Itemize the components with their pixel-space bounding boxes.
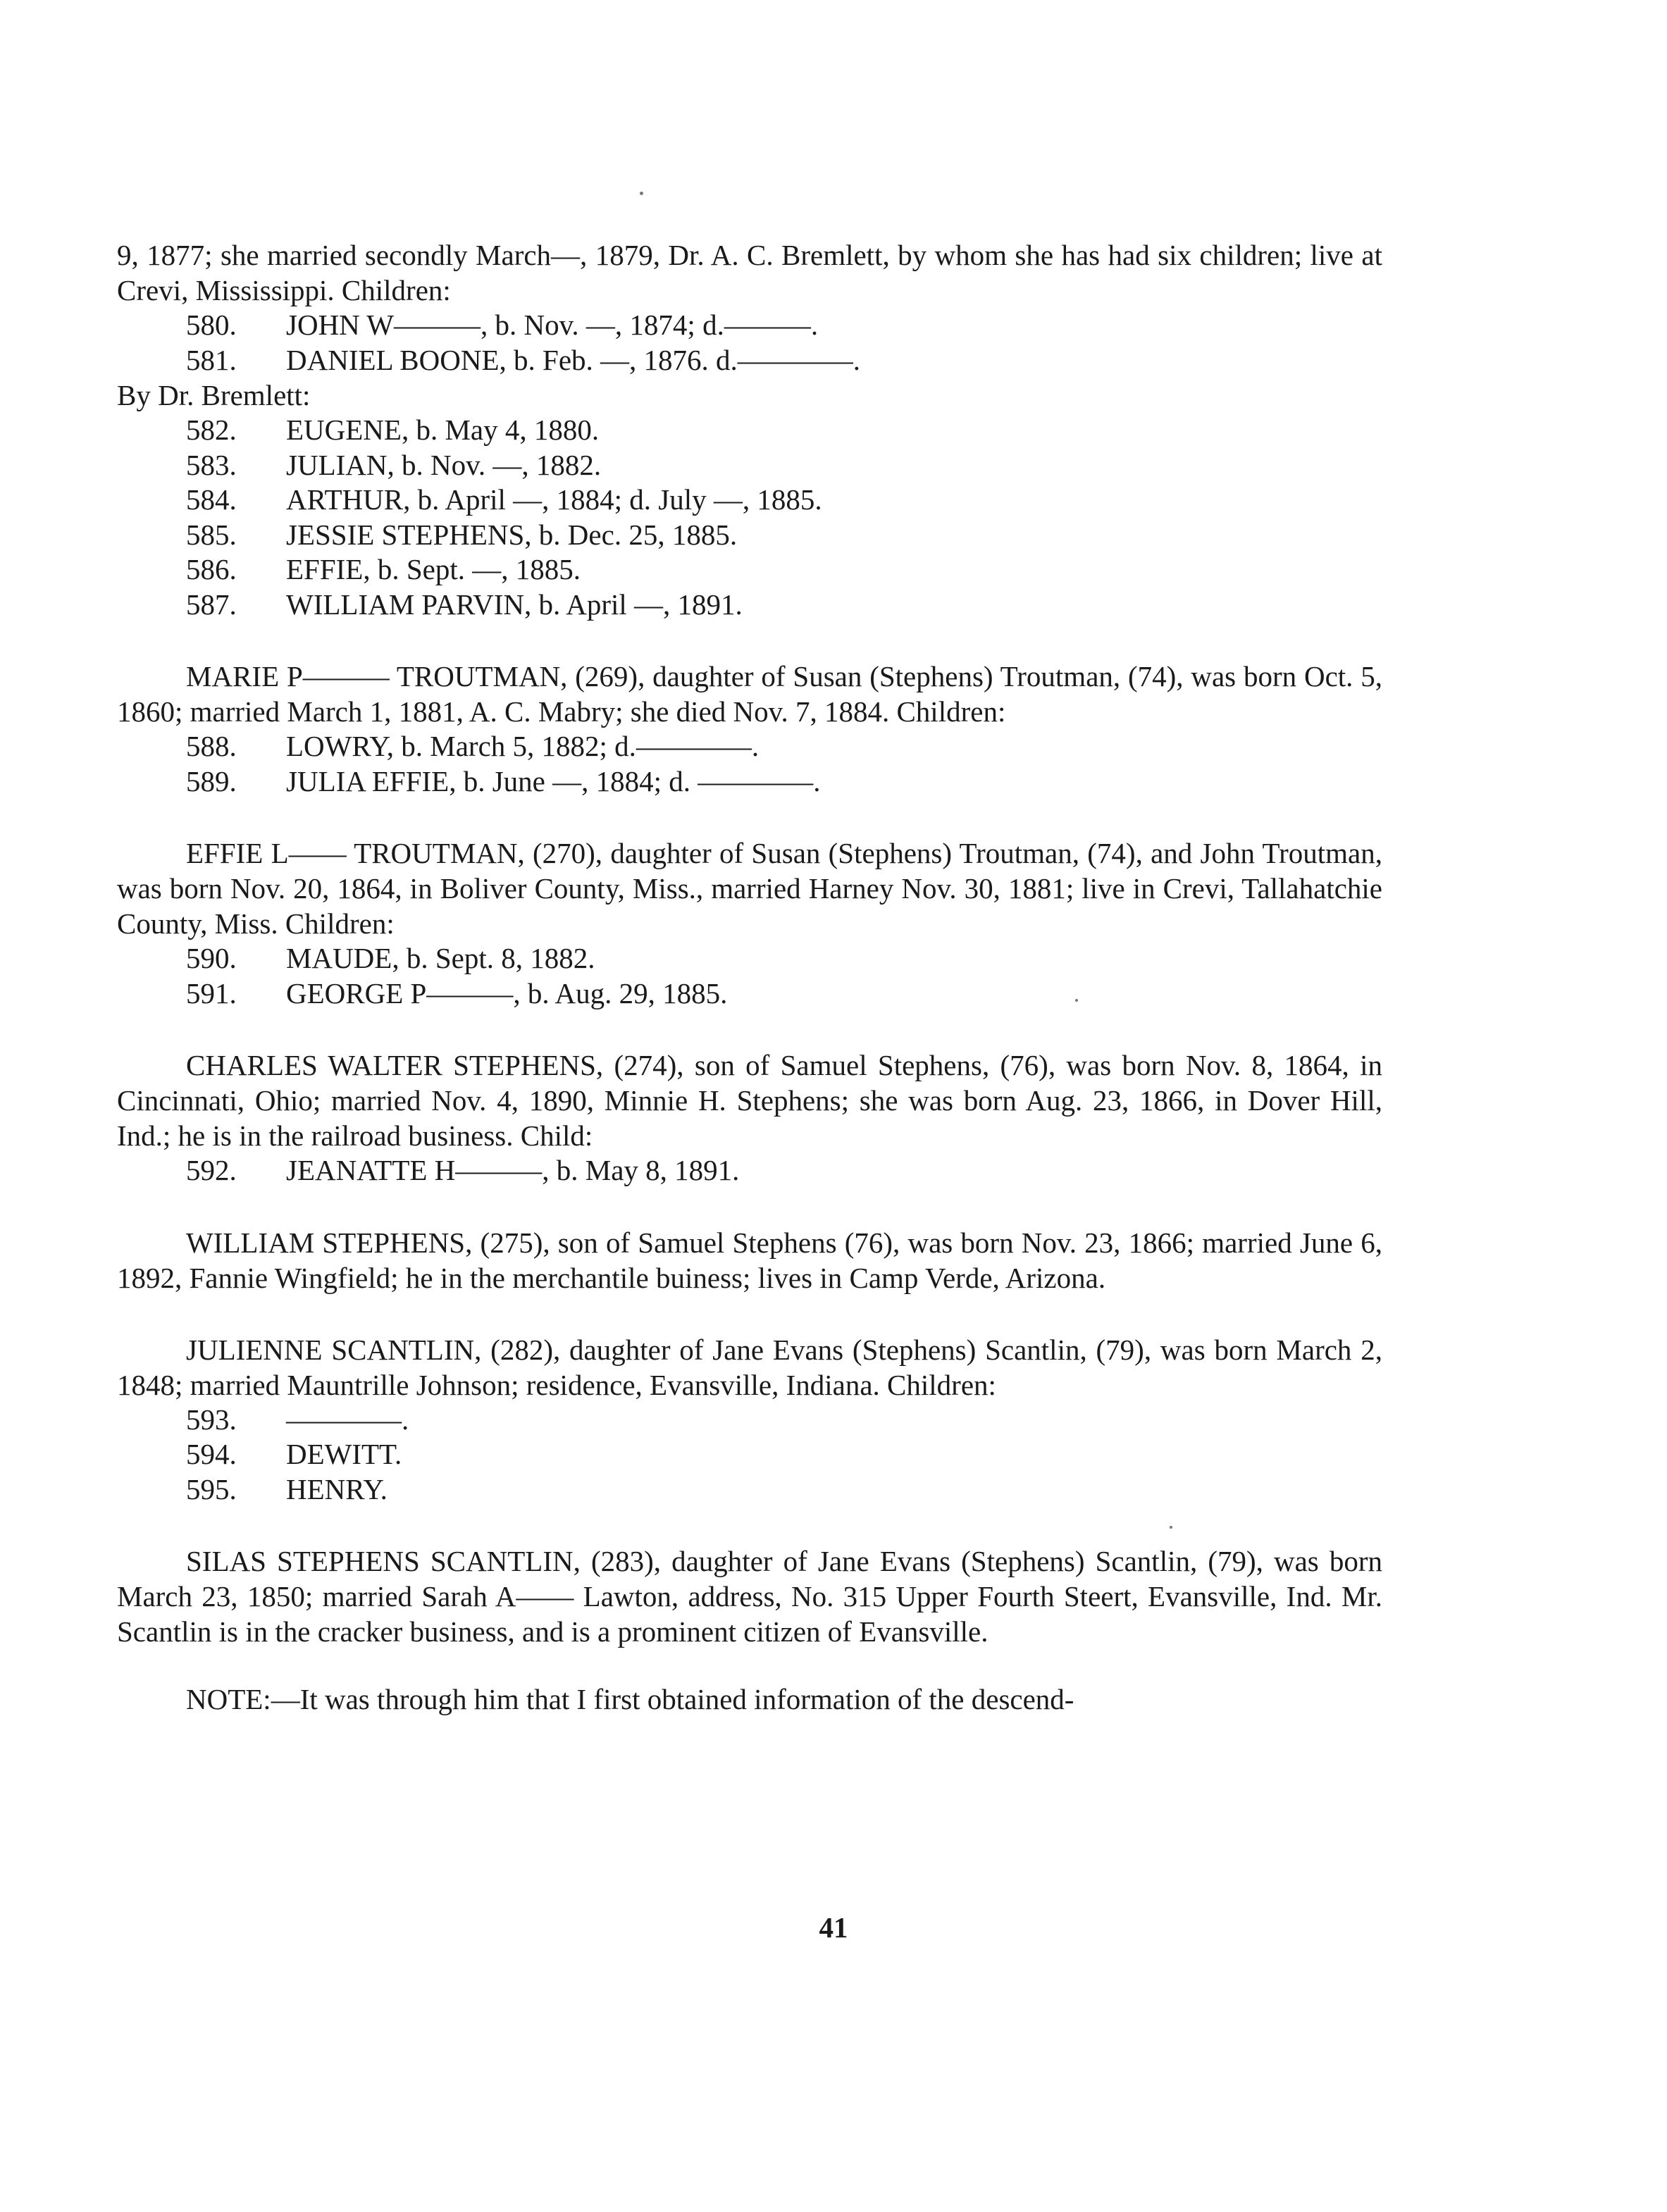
- entry-paragraph: CHARLES WALTER STEPHENS, (274), son of Samuel Stephens, (76), was born Nov. 8, 1864, in Cincinnati, Ohio; married Nov. 4, 1890, Minnie H. Stephens; she was born Aug. 23, 1866, in Dover Hill, Ind.; he is in the railroad business. Child:: [117, 1049, 1382, 1152]
- child-number: 582.: [186, 414, 237, 446]
- page-body: [117, 237, 1382, 1717]
- child-number: 587.: [186, 588, 237, 621]
- child-entry: [117, 448, 1382, 483]
- child-number: 588.: [186, 730, 237, 762]
- subheading: By Dr. Bremlett:: [117, 379, 311, 411]
- child-number: 589.: [186, 764, 237, 797]
- child-number: 585.: [186, 518, 237, 551]
- child-number: 594.: [186, 1438, 237, 1470]
- child-entry: [117, 552, 1382, 588]
- entry-paragraph: WILLIAM STEPHENS, (275), son of Samuel Stephens (76), was born Nov. 23, 1866; married June 6, 1892, Fannie Wingfield; he in the merchantile buiness; lives in Camp Verde, Arizona.: [117, 1226, 1382, 1294]
- child-entry: [117, 729, 1382, 764]
- child-number: 590.: [186, 942, 237, 974]
- child-number: 580.: [186, 309, 237, 341]
- child-entry: [117, 1472, 1382, 1508]
- page-number: 41: [819, 1911, 848, 1944]
- child-entry: [117, 518, 1382, 553]
- child-text: HENRY.: [286, 1472, 388, 1505]
- child-number: 584.: [186, 483, 237, 516]
- children-list: [117, 308, 1382, 378]
- child-text: EFFIE, b. Sept. —, 1885.: [286, 553, 581, 585]
- child-text: ARTHUR, b. April —, 1884; d. July —, 1885.: [286, 483, 822, 516]
- child-text: LOWRY, b. March 5, 1882; d.————.: [286, 730, 760, 762]
- child-text: MAUDE, b. Sept. 8, 1882.: [286, 942, 595, 974]
- child-entry: [117, 764, 1382, 800]
- children-list: [117, 413, 1382, 622]
- note-paragraph: NOTE:—It was through him that I first obtained information of the descend-: [186, 1683, 1074, 1715]
- scan-speck: [1170, 1526, 1172, 1529]
- entry-paragraph: EFFIE L—— TROUTMAN, (270), daughter of Susan (Stephens) Troutman, (74), and John Troutman, was born Nov. 20, 1864, in Boliver County, Miss., married Harney Nov. 30, 1881; live in Crevi, Tallahatchie County, Miss. Children:: [117, 837, 1382, 940]
- entry-paragraph: SILAS STEPHENS SCANTLIN, (283), daughter of Jane Evans (Stephens) Scantlin, (79), was born March 23, 1850; married Sarah A—— Lawton, address, No. 315 Upper Fourth Steert, Evansville, Ind. Mr. Scantlin is in the cracker business, and is a prominent citizen of Evansville.: [117, 1545, 1382, 1648]
- child-number: 583.: [186, 448, 237, 481]
- child-number: 593.: [186, 1403, 237, 1436]
- child-number: 592.: [186, 1154, 237, 1186]
- child-text: ————.: [286, 1403, 409, 1436]
- child-number: 591.: [186, 976, 237, 1009]
- child-text: DEWITT.: [286, 1438, 402, 1470]
- children-list: [117, 729, 1382, 799]
- scan-speck: [640, 192, 643, 195]
- children-list: [117, 1403, 1382, 1508]
- children-list: [117, 941, 1382, 1011]
- child-text: JESSIE STEPHENS, b. Dec. 25, 1885.: [286, 518, 738, 551]
- child-number: 581.: [186, 343, 237, 376]
- child-text: GEORGE P———, b. Aug. 29, 1885.: [286, 976, 728, 1009]
- child-entry: [117, 941, 1382, 976]
- child-entry: [117, 976, 1382, 1012]
- child-text: DANIEL BOONE, b. Feb. —, 1876. d.————.: [286, 343, 861, 376]
- child-text: JOHN W———, b. Nov. —, 1874; d.———.: [286, 309, 819, 341]
- children-list: [117, 1153, 1382, 1188]
- child-entry: [117, 588, 1382, 623]
- child-text: WILLIAM PARVIN, b. April —, 1891.: [286, 588, 743, 621]
- scan-speck: [1075, 999, 1078, 1002]
- child-text: JEANATTE H———, b. May 8, 1891.: [286, 1154, 740, 1186]
- child-text: JULIA EFFIE, b. June —, 1884; d. ————.: [286, 764, 821, 797]
- child-text: JULIAN, b. Nov. —, 1882.: [286, 448, 602, 481]
- child-entry: [117, 308, 1382, 343]
- child-entry: [117, 1403, 1382, 1438]
- child-number: 586.: [186, 553, 237, 585]
- child-entry: [117, 343, 1382, 378]
- child-number: 595.: [186, 1472, 237, 1505]
- child-entry: [117, 1437, 1382, 1472]
- child-entry: [117, 1153, 1382, 1188]
- child-text: EUGENE, b. May 4, 1880.: [286, 414, 600, 446]
- child-entry: [117, 413, 1382, 448]
- opening-paragraph: 9, 1877; she married secondly March—, 1879, Dr. A. C. Bremlett, by whom she has had six children; live at Crevi, Mississippi. Children:: [117, 239, 1382, 306]
- entry-paragraph: MARIE P——— TROUTMAN, (269), daughter of Susan (Stephens) Troutman, (74), was born Oct. 5, 1860; married March 1, 1881, A. C. Mabry; she died Nov. 7, 1884. Children:: [117, 660, 1382, 728]
- child-entry: [117, 483, 1382, 518]
- entry-paragraph: JULIENNE SCANTLIN, (282), daughter of Jane Evans (Stephens) Scantlin, (79), was born March 2, 1848; married Mauntrille Johnson; residence, Evansville, Indiana. Children:: [117, 1333, 1382, 1401]
